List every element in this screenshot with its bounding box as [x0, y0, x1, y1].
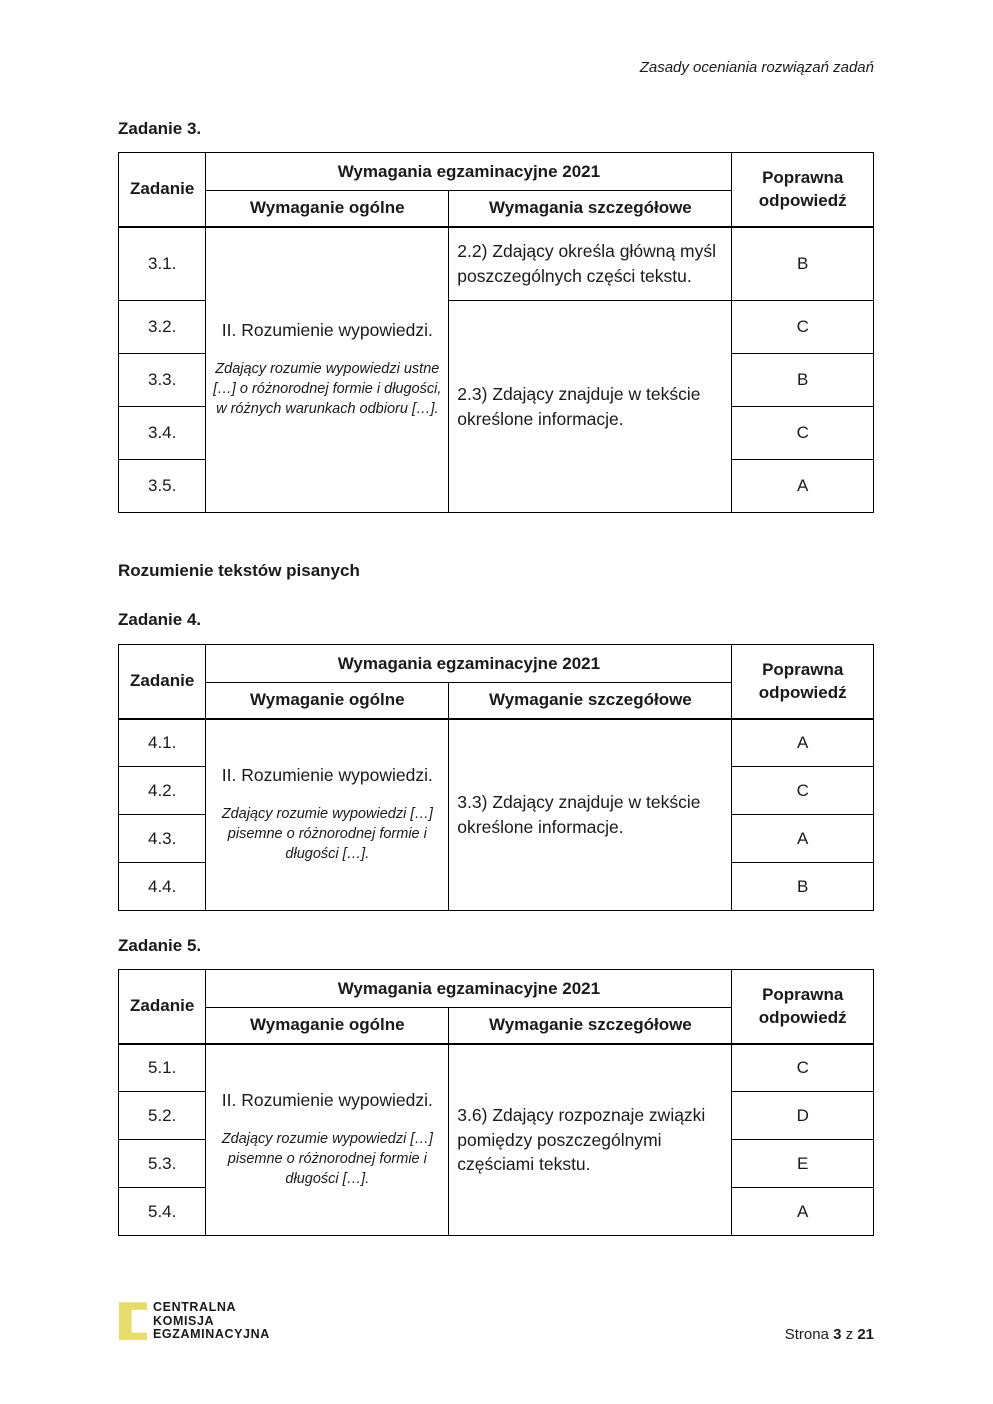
header-wymagania: Wymagania egzaminacyjne 2021: [206, 153, 732, 191]
section-title: Rozumienie tekstów pisanych: [118, 561, 360, 580]
detail-requirement: 3.3) Zdający znajduje w tekście określone informacje.: [449, 719, 732, 911]
task5-title: Zadanie 5.: [118, 936, 202, 955]
header-poprawna: [732, 970, 874, 1044]
task-id: 5.1.: [119, 1044, 206, 1092]
general-requirement-main: II. Rozumienie wypowiedzi.: [221, 765, 433, 786]
header-zadanie: Zadanie: [119, 970, 206, 1044]
header-zadanie: Zadanie: [119, 645, 206, 719]
cke-logo-text: [153, 1301, 270, 1342]
cke-logo-mark-icon: [119, 1302, 147, 1340]
page-separator: z: [845, 1326, 854, 1343]
answer: C: [732, 1044, 874, 1092]
header-szczegolowe: Wymaganie szczegółowe: [449, 1008, 732, 1044]
general-requirement-main: II. Rozumienie wypowiedzi.: [221, 1090, 433, 1111]
page-current: 3: [833, 1326, 842, 1343]
task3-table: [118, 152, 874, 513]
task-id: 3.2.: [119, 301, 206, 354]
answer: C: [732, 767, 874, 815]
general-requirement-main: II. Rozumienie wypowiedzi.: [221, 320, 433, 341]
task-id: 4.3.: [119, 815, 206, 863]
answer: B: [732, 354, 874, 407]
header-poprawna: [732, 153, 874, 227]
header-poprawna-line2: odpowiedź: [758, 683, 847, 703]
answer: C: [732, 407, 874, 460]
header-zadanie: Zadanie: [119, 153, 206, 227]
logo-line: CENTRALNA: [153, 1300, 237, 1314]
header-poprawna-line1: Poprawna: [762, 168, 844, 188]
task3-title: Zadanie 3.: [118, 119, 202, 138]
answer: D: [732, 1092, 874, 1140]
task-id: 5.2.: [119, 1092, 206, 1140]
detail-requirement: 2.3) Zdający znajduje w tekście określone informacje.: [449, 301, 732, 513]
task5-table: [118, 969, 874, 1236]
document-header-note: Zasady oceniania rozwiązań zadań: [639, 59, 874, 76]
logo-line: KOMISJA: [153, 1313, 215, 1328]
page-number: [785, 1326, 874, 1343]
header-wymagania: Wymagania egzaminacyjne 2021: [206, 645, 732, 683]
cke-logo: [119, 1301, 270, 1342]
header-wymagania: Wymagania egzaminacyjne 2021: [206, 970, 732, 1008]
header-szczegolowe: Wymagania szczegółowe: [449, 191, 732, 227]
task-id: 5.4.: [119, 1188, 206, 1236]
task-id: 3.4.: [119, 407, 206, 460]
general-requirement: [206, 719, 449, 911]
answer: B: [732, 863, 874, 911]
answer: E: [732, 1140, 874, 1188]
answer: A: [732, 1188, 874, 1236]
logo-line: EGZAMINACYJNA: [153, 1327, 270, 1341]
answer: C: [732, 301, 874, 354]
header-ogolne: Wymaganie ogólne: [206, 683, 449, 719]
detail-requirement: 3.6) Zdający rozpoznaje związki pomiędzy poszczególnymi częściami tekstu.: [449, 1044, 732, 1236]
detail-requirement: 2.2) Zdający określa główną myśl poszczególnych części tekstu.: [449, 227, 732, 301]
header-poprawna-line2: odpowiedź: [758, 1008, 847, 1028]
header-poprawna-line1: Poprawna: [762, 660, 844, 680]
task-id: 4.4.: [119, 863, 206, 911]
task-id: 3.1.: [119, 227, 206, 301]
header-poprawna-line2: odpowiedź: [758, 191, 847, 211]
page-label: Strona: [784, 1326, 829, 1343]
task-id: 3.3.: [119, 354, 206, 407]
task-id: 4.1.: [119, 719, 206, 767]
answer: B: [732, 227, 874, 301]
answer: A: [732, 460, 874, 513]
general-requirement-detail: Zdający rozumie wypowiedzi ustne […] o różnorodnej formie i długości, w różnych warunkach odbioru […].: [213, 361, 442, 418]
page-total: 21: [857, 1326, 874, 1343]
task-id: 5.3.: [119, 1140, 206, 1188]
general-requirement: [206, 227, 449, 513]
general-requirement: [206, 1044, 449, 1236]
task-id: 4.2.: [119, 767, 206, 815]
task4-title: Zadanie 4.: [118, 610, 202, 629]
header-ogolne: Wymaganie ogólne: [206, 1008, 449, 1044]
answer: A: [732, 719, 874, 767]
general-requirement-detail: Zdający rozumie wypowiedzi […] pisemne o różnorodnej formie i długości […].: [221, 806, 433, 863]
header-poprawna-line1: Poprawna: [762, 985, 844, 1005]
header-ogolne: Wymaganie ogólne: [206, 191, 449, 227]
header-poprawna: [732, 645, 874, 719]
task-id: 3.5.: [119, 460, 206, 513]
answer: A: [732, 815, 874, 863]
header-szczegolowe: Wymaganie szczegółowe: [449, 683, 732, 719]
general-requirement-detail: Zdający rozumie wypowiedzi […] pisemne o różnorodnej formie i długości […].: [221, 1131, 433, 1188]
task4-table: [118, 644, 874, 911]
